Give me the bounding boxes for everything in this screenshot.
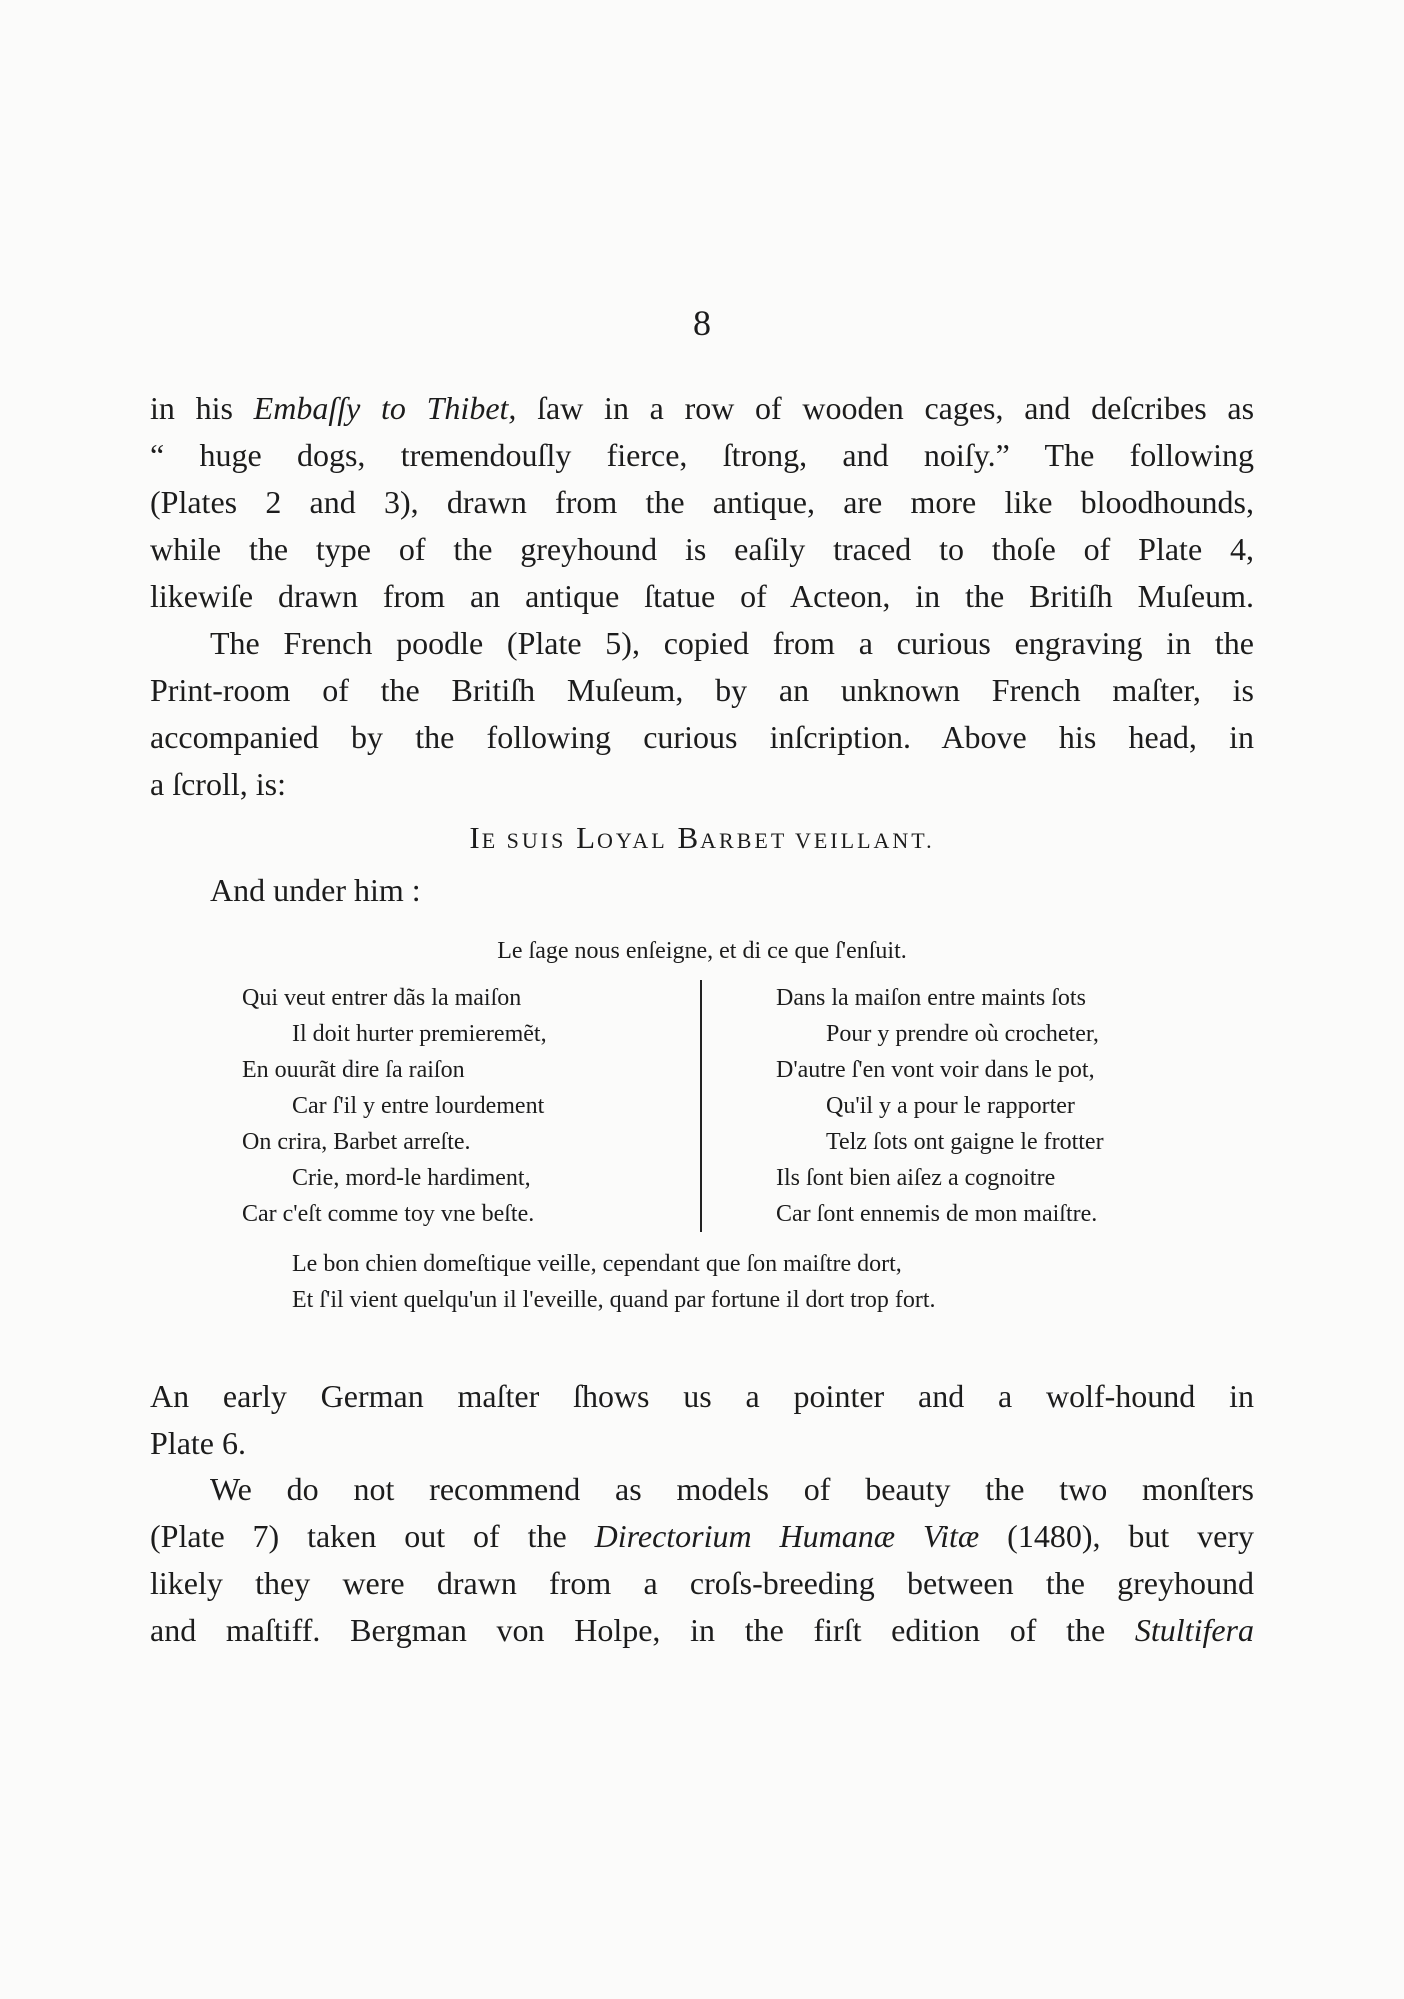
scroll-inscription: IE SUIS LOYAL BARBET VEILLANT. — [469, 820, 935, 855]
text-line: (Plate 7) taken out of the Directorium Humanæ Vitæ (1480), but very — [150, 1518, 1255, 1554]
verse-line: Car c'eſt comme toy vne beſte. — [242, 1201, 535, 1227]
text-line: a ſcroll, is: — [150, 766, 286, 802]
text-line: while the type of the greyhound is eaſily traced to thoſe of Plate 4, — [150, 531, 1254, 567]
verse-left-column — [242, 980, 547, 1232]
column-divider — [700, 980, 702, 1232]
text-line: and maſtiff. Bergman von Holpe, in the firſt edition of the Stultifera — [150, 1612, 1254, 1648]
page-number: 8 — [693, 303, 711, 343]
text-line: An early German maſter ſhows us a pointer and a wolf-hound in — [150, 1378, 1254, 1414]
verse-line: Telz ſots ont gaigne le frotter — [826, 1129, 1104, 1155]
verse-line: Crie, mord-le hardiment, — [292, 1165, 531, 1191]
verse-line: Il doit hurter premieremẽt, — [292, 1021, 547, 1047]
paragraph-4 — [150, 1466, 1254, 1654]
verse-closing — [292, 1246, 936, 1318]
paragraph-2 — [150, 620, 1254, 808]
verse-line: Dans la maiſon entre maints ſots — [776, 985, 1086, 1011]
verse-intro: Le ſage nous enſeigne, et di ce que ſ'enſuit. — [497, 938, 907, 964]
verse-line: Et ſ'il vient quelqu'un il l'eveille, quand par fortune il dort trop fort. — [292, 1287, 936, 1313]
verse-line: Qui veut entrer dãs la maiſon — [242, 985, 522, 1011]
verse-line: Qu'il y a pour le rapporter — [826, 1093, 1075, 1119]
text-line: We do not recommend as models of beauty the two monſters — [210, 1471, 1254, 1507]
verse-line: Car ſ'il y entre lourdement — [292, 1093, 545, 1119]
paragraph-3 — [150, 1373, 1254, 1467]
verse-line: Ils ſont bien aiſez a cognoitre — [776, 1165, 1056, 1191]
verse-line: Pour y prendre où crocheter, — [826, 1021, 1099, 1047]
under-label: And under him : — [210, 872, 421, 908]
text-line: Plate 6. — [150, 1425, 246, 1461]
verse-line: On crira, Barbet arreſte. — [242, 1129, 471, 1155]
text-line: accompanied by the following curious inſcription. Above his head, in — [150, 719, 1254, 755]
verse-line: D'autre ſ'en vont voir dans le pot, — [776, 1057, 1095, 1083]
text-line: The French poodle (Plate 5), copied from a curious engraving in the — [210, 625, 1254, 661]
text-line: likely they were drawn from a croſs-breeding between the greyhound — [150, 1565, 1254, 1601]
text-line: (Plates 2 and 3), drawn from the antique, are more like bloodhounds, — [150, 484, 1254, 520]
text-line: “ huge dogs, tremendouſly fierce, ſtrong, and noiſy.” The following — [150, 437, 1254, 473]
verse-line: Car ſont ennemis de mon maiſtre. — [776, 1201, 1098, 1227]
verse-right-column — [776, 980, 1104, 1232]
verse-line: En ouurãt dire ſa raiſon — [242, 1057, 465, 1083]
text-line: in his Embaſſy to Thibet, ſaw in a row of wooden cages, and deſcribes as — [150, 390, 1255, 426]
paragraph-1 — [150, 385, 1254, 620]
text-line: Print-room of the Britiſh Muſeum, by an unknown French maſter, is — [150, 672, 1254, 708]
text-line: likewiſe drawn from an antique ſtatue of Acteon, in the Britiſh Muſeum. — [150, 578, 1254, 614]
verse-line: Le bon chien domeſtique veille, cependant que ſon maiſtre dort, — [292, 1251, 902, 1277]
